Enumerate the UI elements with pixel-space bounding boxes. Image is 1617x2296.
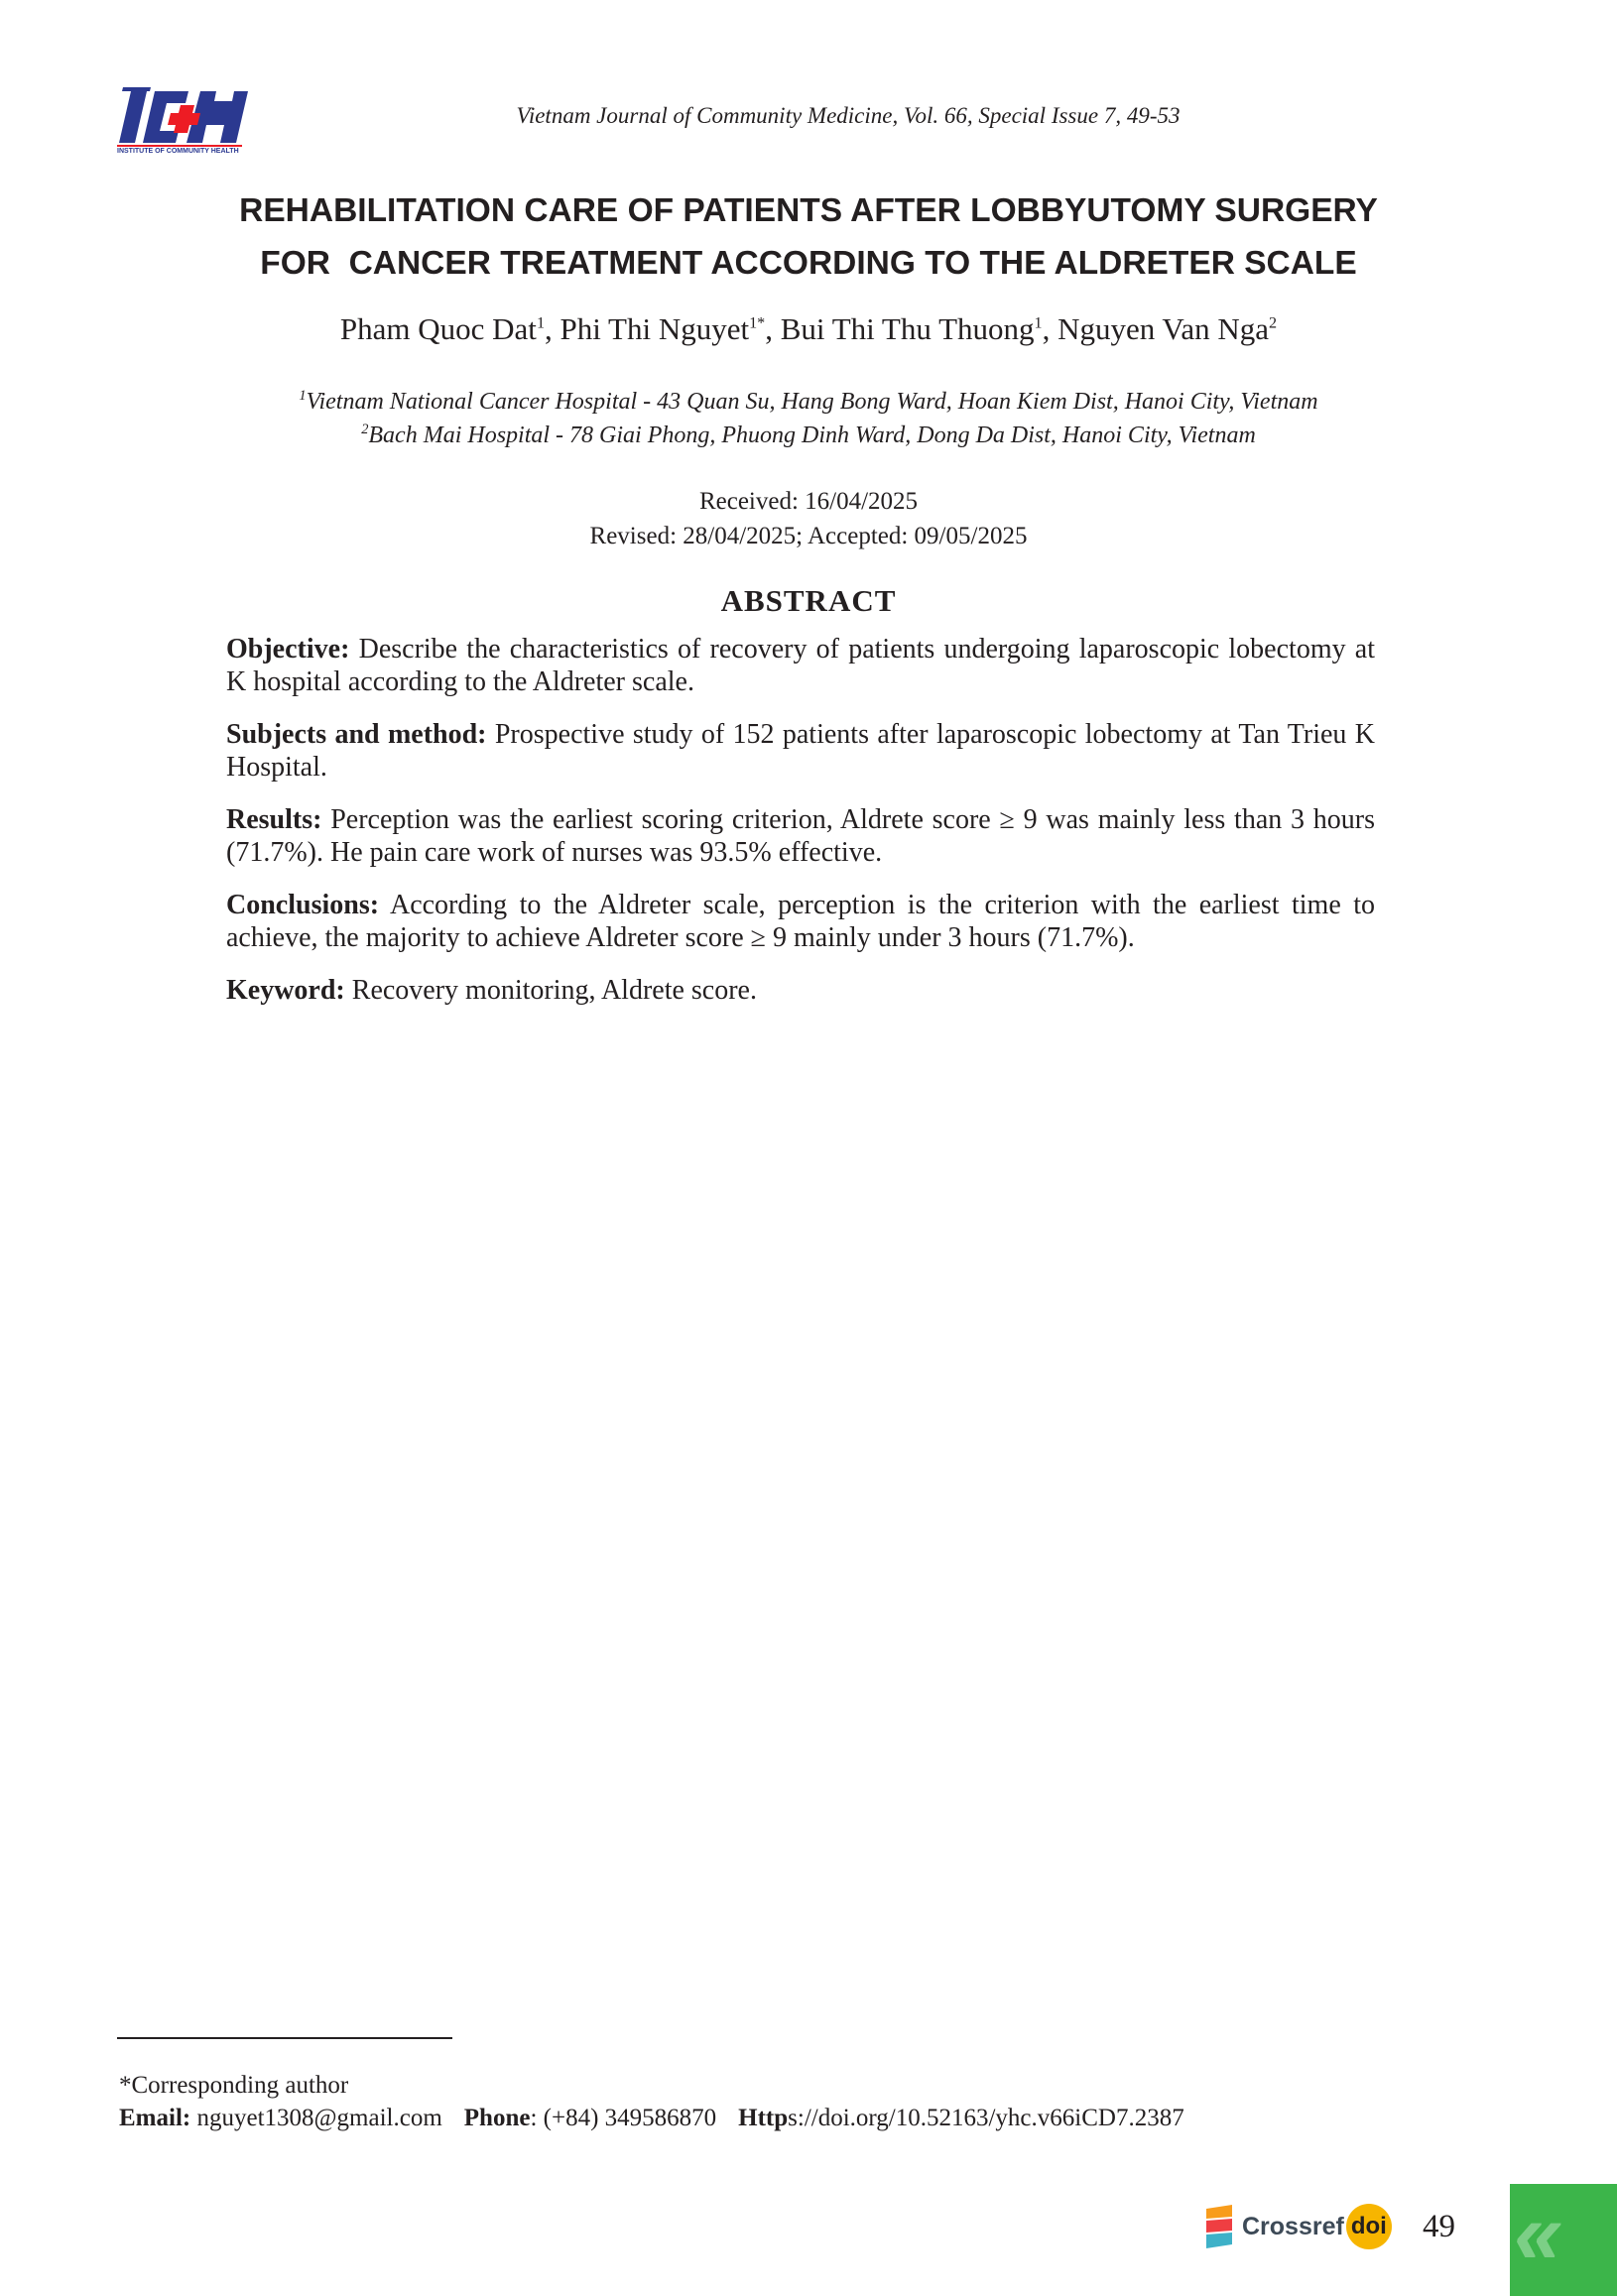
page-corner-tab <box>1510 2184 1617 2296</box>
article-title <box>119 184 1498 290</box>
corresponding-author-note: *Corresponding author <box>119 2072 349 2099</box>
double-chevron-left-icon: « <box>1514 2184 1562 2282</box>
abstract-conclusions: Conclusions: According to the Aldreter scale, perception is the criterion with the earliest time to achieve, the majority to achieve Aldreter score ≥ 9 mainly under 3 hours (71.7%). <box>226 890 1375 953</box>
author: Nguyen Van Nga$^2$ <box>1057 311 1278 346</box>
email-link[interactable]: nguyet1308@gmail.com <box>196 2105 442 2131</box>
abstract-subjects: Subjects and method: Prospective study of 152 patients after laparoscopic lobectomy at Tan Trieu K Hospital. <box>226 719 1375 783</box>
author: Phi Thi Nguyet$^{1*}$, <box>560 311 781 346</box>
doi-link[interactable]: s://doi.org/10.52163/yhc.v66iCD7.2387 <box>788 2105 1184 2131</box>
contact-line: Email: nguyet1308@gmail.com Phone: (+84) 349586870 Https://doi.org/10.52163/yhc.v66iCD7.2387 <box>119 2105 1184 2131</box>
affiliation-1: $^1$Vietnam National Cancer Hospital - 43 Quan Su, Hang Bong Ward, Hoan Kiem Dist, Hanoi City, Vietnam <box>299 388 1318 415</box>
footnote <box>119 2069 1184 2134</box>
title-line-1: REHABILITATION CARE OF PATIENTS AFTER LOBBYUTOMY SURGERY <box>239 192 1378 229</box>
abstract-body <box>226 633 1375 1027</box>
revised-accepted-date: Revised: 28/04/2025; Accepted: 09/05/2025 <box>589 523 1028 549</box>
journal-citation: Vietnam Journal of Community Medicine, Vol. 66, Special Issue 7, 49-53 <box>516 103 1181 128</box>
crossref-icon <box>1202 2205 1238 2248</box>
article-dates <box>0 484 1617 553</box>
logo-subtext: INSTITUTE OF COMMUNITY HEALTH <box>117 148 239 155</box>
affiliations <box>0 385 1617 452</box>
received-date: Received: 16/04/2025 <box>698 488 919 515</box>
affiliation-2: $^2$Bach Mai Hospital - 78 Giai Phong, Phuong Dinh Ward, Dong Da Dist, Hanoi City, Vietnam <box>361 422 1256 448</box>
crossref-label: Crossref <box>1242 2212 1344 2240</box>
footnote-rule <box>117 2037 452 2039</box>
author: Bui Thi Thu Thuong$^1$, <box>780 311 1058 346</box>
title-line-2: FOR CANCER TREATMENT ACCORDING TO THE ALDRETER SCALE <box>260 245 1357 282</box>
abstract-results: Results: Perception was the earliest scoring criterion, Aldrete score ≥ 9 was mainly less than 3 hours (71.7%). He pain care work of nurses was 93.5% effective. <box>226 804 1376 868</box>
doi-icon: doi <box>1346 2204 1392 2249</box>
page-number: 49 <box>1423 2209 1455 2244</box>
abstract-heading: ABSTRACT <box>720 583 897 618</box>
author: Pham Quoc Dat$^1$, <box>339 311 560 346</box>
abstract-objective: Objective: Describe the characteristics of recovery of patients undergoing laparoscopic lobectomy at K hospital according to the Aldreter scale. <box>226 634 1376 697</box>
crossref-doi-badge[interactable] <box>1202 2200 1392 2253</box>
author-list <box>0 311 1617 347</box>
abstract-keywords: Keyword: Recovery monitoring, Aldrete score. <box>226 975 757 1006</box>
